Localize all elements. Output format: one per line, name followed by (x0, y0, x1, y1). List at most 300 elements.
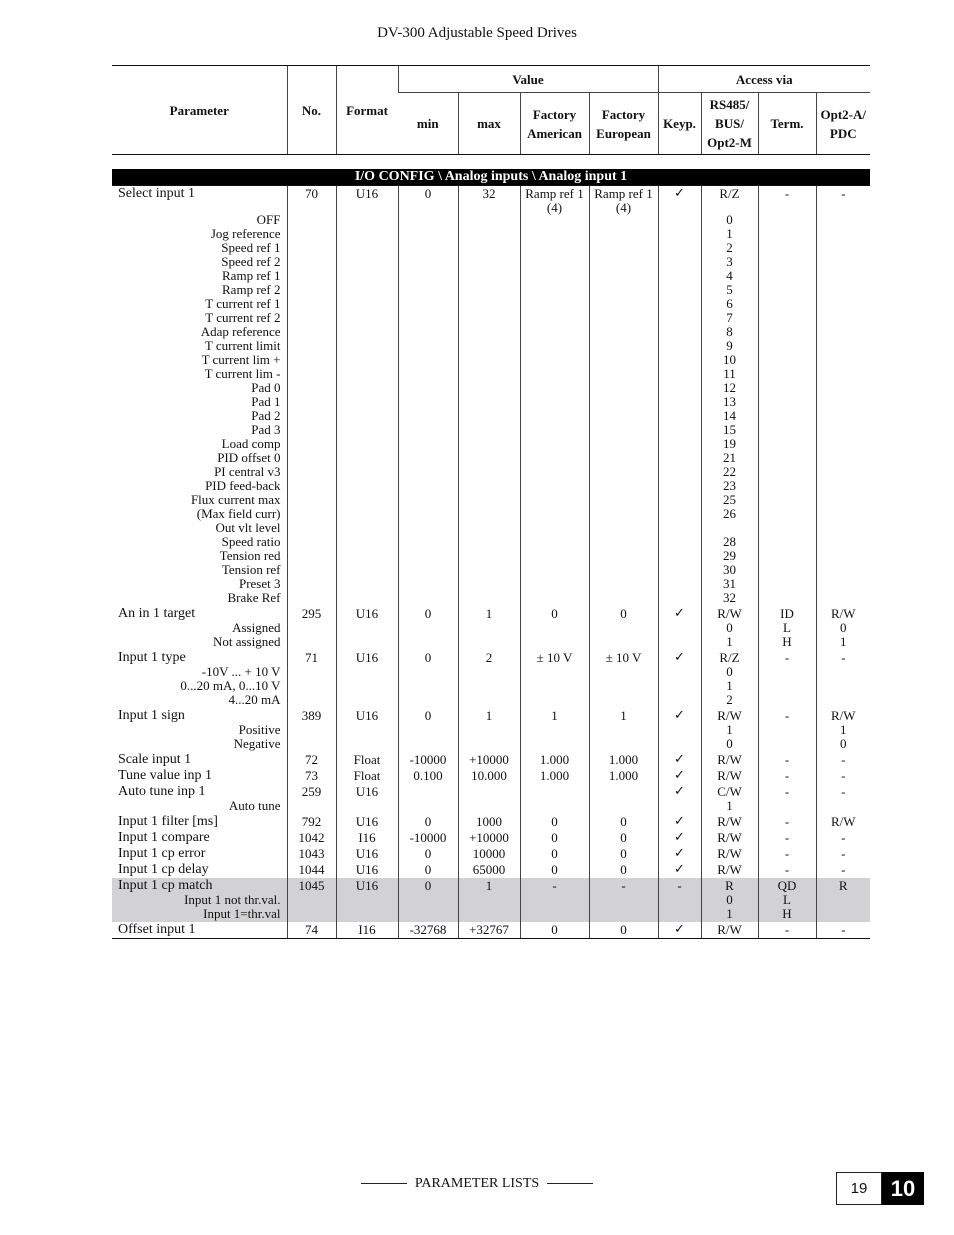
table-row (112, 830, 870, 846)
access-values (761, 893, 814, 921)
header-parameter: Parameter (112, 66, 287, 155)
option-label: Input 1 not thr.val. (184, 892, 281, 907)
cell-fact-eu: - (589, 878, 658, 922)
cell-max: 10.000 (458, 768, 520, 784)
option-label: Flux current max (190, 492, 281, 507)
section-block (112, 155, 870, 186)
parameter-name: Input 1 cp match (118, 878, 213, 893)
cell-min (398, 784, 458, 814)
access-value: 1 (726, 678, 733, 693)
option-label: OFF (256, 212, 281, 227)
access-mode: R/W (717, 708, 742, 723)
access-value: 0 (726, 620, 733, 635)
parameter-name-cell (112, 752, 287, 768)
access-value: 15 (723, 422, 736, 437)
cell-opt2a (816, 862, 870, 878)
access-mode: QD (777, 878, 797, 893)
access-value: 9 (726, 338, 733, 353)
parameter-options (118, 213, 285, 605)
cell-opt2a (816, 186, 870, 607)
access-value: L (783, 620, 791, 635)
access-value: 0 (726, 664, 733, 679)
parameter-name: Input 1 filter [ms] (118, 814, 218, 829)
access-value: 22 (723, 464, 736, 479)
option-label: T current limit (204, 338, 281, 353)
cell-fact-eu: ± 10 V (589, 650, 658, 708)
cell-format: I16 (336, 922, 398, 939)
access-value: 5 (726, 282, 733, 297)
access-value: 8 (726, 324, 733, 339)
access-value: 10 (723, 352, 736, 367)
cell-opt2a (816, 606, 870, 650)
cell-format: U16 (336, 862, 398, 878)
header-terminal: Term. (758, 93, 816, 155)
option-label: PID feed-back (205, 478, 281, 493)
access-values (704, 665, 756, 707)
cell-rs485 (701, 830, 758, 846)
access-value: 14 (723, 408, 736, 423)
cell-keyp: ✓ (658, 650, 701, 708)
cell-fact-am (520, 784, 589, 814)
access-value: 1 (726, 722, 733, 737)
cell-min: 0 (398, 186, 458, 607)
access-mode: - (784, 186, 790, 201)
footer-label: PARAMETER LISTS (414, 1176, 540, 1191)
cell-term (758, 650, 816, 708)
parameter-name-cell (112, 846, 287, 862)
access-values (704, 893, 756, 921)
parameter-options (118, 723, 285, 751)
access-value: 31 (723, 576, 736, 591)
access-mode: - (784, 846, 790, 861)
access-mode: R/W (717, 922, 742, 937)
access-value: 13 (723, 394, 736, 409)
option-label: Adap reference (200, 324, 281, 339)
cell-no: 72 (287, 752, 336, 768)
parameter-name: Offset input 1 (118, 922, 196, 937)
cell-max: +32767 (458, 922, 520, 939)
cell-keyp: ✓ (658, 862, 701, 878)
parameter-name: Tune value inp 1 (118, 768, 212, 783)
cell-min: 0 (398, 708, 458, 752)
option-label: Pad 0 (251, 380, 281, 395)
access-mode: - (784, 650, 790, 665)
cell-keyp: ✓ (658, 784, 701, 814)
parameter-name-cell (112, 606, 287, 650)
parameter-name-cell (112, 830, 287, 846)
access-value: 25 (723, 492, 736, 507)
option-label: 0...20 mA, 0...10 V (180, 678, 281, 693)
table-row (112, 922, 870, 939)
cell-rs485 (701, 650, 758, 708)
footer (0, 1176, 954, 1192)
access-mode: - (784, 768, 790, 783)
access-mode: - (784, 862, 790, 877)
cell-no: 1043 (287, 846, 336, 862)
cell-fact-eu: 1.000 (589, 768, 658, 784)
table-row (112, 814, 870, 830)
cell-rs485 (701, 784, 758, 814)
option-label: Assigned (232, 620, 281, 635)
option-label: Load comp (221, 436, 281, 451)
access-mode: C/W (717, 784, 742, 799)
option-label: Tension ref (221, 562, 281, 577)
cell-opt2a (816, 830, 870, 846)
access-values (704, 799, 756, 813)
parameter-name: Auto tune inp 1 (118, 784, 206, 799)
cell-fact-eu: 0 (589, 862, 658, 878)
access-mode: R/W (830, 708, 856, 723)
access-value: 29 (723, 548, 736, 563)
cell-keyp: ✓ (658, 752, 701, 768)
header-min: min (398, 93, 458, 155)
chapter-number: 10 (882, 1172, 924, 1205)
cell-keyp: - (658, 878, 701, 922)
cell-term (758, 708, 816, 752)
parameter-options (118, 665, 285, 707)
access-mode: R (725, 878, 734, 893)
cell-format: U16 (336, 846, 398, 862)
cell-min: 0 (398, 814, 458, 830)
cell-fact-am: ± 10 V (520, 650, 589, 708)
cell-rs485 (701, 922, 758, 939)
footer-rule-right (547, 1183, 593, 1184)
cell-min: 0 (398, 606, 458, 650)
option-label: 4...20 mA (228, 692, 281, 707)
option-label: Not assigned (212, 634, 281, 649)
cell-format: U16 (336, 784, 398, 814)
cell-rs485 (701, 814, 758, 830)
table-row (112, 878, 870, 922)
parameter-name: An in 1 target (118, 606, 196, 621)
table-row (112, 752, 870, 768)
access-mode: - (841, 862, 846, 877)
access-value: 0 (840, 620, 847, 635)
cell-rs485 (701, 186, 758, 607)
cell-min: -10000 (398, 752, 458, 768)
access-value: 0 (726, 212, 733, 227)
cell-term (758, 922, 816, 939)
option-label: Jog reference (210, 226, 281, 241)
cell-fact-eu: Ramp ref 1 (4) (589, 186, 658, 607)
parameter-name: Scale input 1 (118, 752, 192, 767)
cell-opt2a (816, 752, 870, 768)
cell-opt2a (816, 650, 870, 708)
cell-min: 0 (398, 878, 458, 922)
cell-keyp: ✓ (658, 708, 701, 752)
access-values (704, 621, 756, 649)
cell-opt2a (816, 708, 870, 752)
cell-max: +10000 (458, 830, 520, 846)
access-value: 28 (723, 534, 736, 549)
access-value: 11 (723, 366, 736, 381)
cell-term (758, 830, 816, 846)
parameter-name-cell (112, 768, 287, 784)
cell-min: 0 (398, 846, 458, 862)
cell-keyp: ✓ (658, 768, 701, 784)
parameter-name-cell (112, 862, 287, 878)
cell-no: 74 (287, 922, 336, 939)
parameter-name: Select input 1 (118, 186, 195, 201)
header-opt2a: Opt2-A/ PDC (816, 93, 870, 155)
access-mode: - (841, 186, 846, 201)
parameter-name: Input 1 cp error (118, 846, 206, 861)
cell-fact-am: 1.000 (520, 752, 589, 768)
access-mode: R (838, 878, 848, 893)
access-mode: - (841, 768, 846, 783)
access-mode: R/W (717, 752, 742, 767)
cell-min: -32768 (398, 922, 458, 939)
cell-opt2a (816, 768, 870, 784)
cell-fact-eu: 0 (589, 830, 658, 846)
access-mode: - (784, 830, 790, 845)
parameter-name-cell (112, 708, 287, 752)
parameter-name: Input 1 type (118, 650, 186, 665)
cell-opt2a (816, 922, 870, 939)
access-value: 1 (840, 722, 847, 737)
access-value (704, 521, 756, 535)
cell-rs485 (701, 708, 758, 752)
cell-min: -10000 (398, 830, 458, 846)
option-label: Out vlt level (215, 520, 281, 535)
access-mode: - (841, 784, 846, 799)
cell-min: 0 (398, 862, 458, 878)
access-mode: ID (780, 606, 794, 621)
cell-term (758, 878, 816, 922)
header-format: Format (336, 66, 398, 155)
cell-fact-eu: 0 (589, 922, 658, 939)
cell-term (758, 606, 816, 650)
cell-keyp: ✓ (658, 830, 701, 846)
header-factory-european: Factory European (589, 93, 658, 155)
parameter-name-cell (112, 814, 287, 830)
cell-max: +10000 (458, 752, 520, 768)
table-row (112, 768, 870, 784)
cell-term (758, 768, 816, 784)
access-mode: - (784, 814, 790, 829)
table-row (112, 186, 870, 607)
header-rs485: RS485/ BUS/ Opt2-M (701, 93, 758, 155)
cell-format: I16 (336, 830, 398, 846)
cell-term (758, 862, 816, 878)
cell-max (458, 784, 520, 814)
cell-keyp: ✓ (658, 814, 701, 830)
table-header (112, 66, 870, 155)
access-mode: R/W (717, 606, 742, 621)
access-values (704, 723, 756, 751)
access-value: 26 (723, 506, 736, 521)
option-label: Pad 3 (251, 422, 281, 437)
cell-format: Float (336, 752, 398, 768)
cell-fact-eu: 0 (589, 606, 658, 650)
access-value: L (783, 892, 791, 907)
option-label: Preset 3 (238, 576, 281, 591)
cell-no: 70 (287, 186, 336, 607)
cell-keyp: ✓ (658, 922, 701, 939)
cell-rs485 (701, 846, 758, 862)
access-value: H (782, 634, 792, 649)
access-mode: - (784, 922, 790, 937)
cell-fact-eu (589, 784, 658, 814)
cell-max: 10000 (458, 846, 520, 862)
option-label: T current lim + (201, 352, 281, 367)
cell-term (758, 784, 816, 814)
access-value: 4 (726, 268, 733, 283)
section-title: I/O CONFIG \ Analog inputs \ Analog input 1 (112, 169, 870, 186)
access-value: 23 (723, 478, 736, 493)
option-label: Speed ref 2 (221, 254, 281, 269)
cell-keyp: ✓ (658, 846, 701, 862)
header-keypad: Keyp. (658, 93, 701, 155)
access-mode: R/W (830, 606, 856, 621)
parameter-options (118, 799, 285, 813)
parameter-name-cell (112, 784, 287, 814)
parameter-name: Input 1 cp delay (118, 862, 209, 877)
cell-term (758, 186, 816, 607)
parameter-options (118, 893, 285, 921)
cell-min: 0.100 (398, 768, 458, 784)
cell-rs485 (701, 768, 758, 784)
cell-max: 1 (458, 708, 520, 752)
cell-min: 0 (398, 650, 458, 708)
header-no: No. (287, 66, 336, 155)
access-value: 1 (726, 634, 733, 649)
cell-max: 2 (458, 650, 520, 708)
cell-format: U16 (336, 878, 398, 922)
cell-fact-am: - (520, 878, 589, 922)
option-label: Ramp ref 2 (222, 282, 281, 297)
parameter-name-cell (112, 650, 287, 708)
access-mode: - (784, 784, 790, 799)
access-values (819, 621, 869, 649)
access-mode: R/Z (719, 650, 740, 665)
access-mode: - (784, 752, 790, 767)
parameter-name-cell (112, 922, 287, 939)
cell-fact-am: 0 (520, 846, 589, 862)
access-mode: R/W (717, 846, 742, 861)
access-mode: R/W (717, 862, 742, 877)
cell-term (758, 814, 816, 830)
access-value: 7 (726, 310, 733, 325)
access-value: 0 (840, 736, 847, 751)
cell-format: U16 (336, 606, 398, 650)
access-value: 30 (723, 562, 736, 577)
parameter-options (118, 621, 285, 649)
option-label: PI central v3 (214, 464, 281, 479)
cell-no: 73 (287, 768, 336, 784)
access-mode: - (841, 752, 846, 767)
header-max: max (458, 93, 520, 155)
option-label: Pad 1 (251, 394, 281, 409)
access-mode: R/W (830, 814, 856, 829)
option-label: T current ref 1 (205, 296, 281, 311)
cell-fact-am: 1.000 (520, 768, 589, 784)
footer-rule-left (361, 1183, 407, 1184)
access-value: 21 (723, 450, 736, 465)
table-row (112, 708, 870, 752)
cell-opt2a (816, 846, 870, 862)
parameter-name-cell (112, 878, 287, 922)
access-mode: R/W (717, 814, 742, 829)
cell-rs485 (701, 862, 758, 878)
access-values (704, 213, 756, 605)
cell-no: 1042 (287, 830, 336, 846)
cell-keyp: ✓ (658, 606, 701, 650)
cell-no: 389 (287, 708, 336, 752)
option-label: Ramp ref 1 (222, 268, 281, 283)
access-value: 1 (726, 226, 733, 241)
table-row (112, 606, 870, 650)
access-mode: R/Z (719, 186, 740, 201)
access-value: H (782, 906, 792, 921)
cell-fact-am: 0 (520, 814, 589, 830)
option-label: PID offset 0 (217, 450, 281, 465)
cell-max: 65000 (458, 862, 520, 878)
cell-fact-am: 0 (520, 830, 589, 846)
option-label: T current lim - (204, 366, 281, 381)
cell-format: Float (336, 768, 398, 784)
access-mode: - (841, 830, 846, 845)
parameter-name: Input 1 sign (118, 708, 185, 723)
parameter-rows (112, 186, 870, 939)
option-label: Pad 2 (251, 408, 281, 423)
option-label: (Max field curr) (196, 506, 281, 521)
access-value: 0 (726, 736, 733, 751)
access-value: 2 (726, 692, 733, 707)
cell-no: 259 (287, 784, 336, 814)
header-access-via: Access via (658, 66, 870, 93)
access-value: 32 (723, 590, 736, 605)
cell-fact-eu: 0 (589, 814, 658, 830)
header-factory-american: Factory American (520, 93, 589, 155)
cell-format: U16 (336, 650, 398, 708)
access-mode: - (841, 922, 846, 937)
table-row (112, 862, 870, 878)
option-label: Speed ratio (221, 534, 281, 549)
access-mode: R/W (717, 768, 742, 783)
access-value: 12 (723, 380, 736, 395)
parameter-name: Input 1 compare (118, 830, 210, 845)
option-label: Negative (233, 736, 281, 751)
cell-fact-eu: 0 (589, 846, 658, 862)
cell-rs485 (701, 606, 758, 650)
cell-format: U16 (336, 186, 398, 607)
access-value: 3 (726, 254, 733, 269)
cell-fact-am: Ramp ref 1 (4) (520, 186, 589, 607)
cell-format: U16 (336, 708, 398, 752)
table-row (112, 650, 870, 708)
cell-max: 1 (458, 878, 520, 922)
cell-no: 71 (287, 650, 336, 708)
cell-max: 32 (458, 186, 520, 607)
cell-rs485 (701, 752, 758, 768)
access-value: 2 (726, 240, 733, 255)
access-values (819, 723, 869, 751)
cell-fact-am: 0 (520, 862, 589, 878)
cell-fact-eu: 1.000 (589, 752, 658, 768)
option-label: Input 1=thr.val (203, 906, 281, 921)
cell-format: U16 (336, 814, 398, 830)
cell-fact-am: 0 (520, 606, 589, 650)
table-row (112, 846, 870, 862)
access-mode: R/W (717, 830, 742, 845)
parameter-table (112, 65, 870, 939)
access-value: 0 (726, 892, 733, 907)
access-value: 6 (726, 296, 733, 311)
cell-fact-eu: 1 (589, 708, 658, 752)
page-number: 19 (836, 1172, 882, 1205)
cell-max: 1 (458, 606, 520, 650)
